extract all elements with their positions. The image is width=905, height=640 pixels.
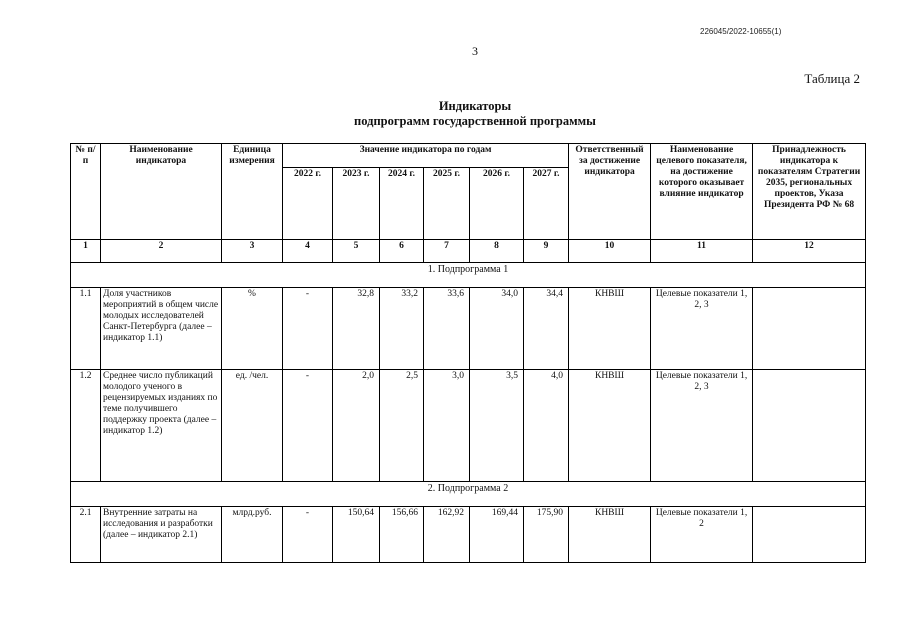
header-values-by-year: Значение индикатора по годам — [283, 144, 569, 168]
column-number: 5 — [333, 240, 380, 263]
row-target: Целевые показатели 1, 2, 3 — [651, 288, 753, 370]
document-id: 226045/2022-10655(1) — [700, 27, 782, 36]
table-title — [300, 99, 650, 129]
header-year: 2023 г. — [333, 168, 380, 240]
row-value-2026: 169,44 — [470, 507, 524, 563]
header-year: 2027 г. — [524, 168, 569, 240]
row-name: Внутренние затраты на исследования и разработки (далее – индикатор 2.1) — [101, 507, 222, 563]
row-value-2025: 33,6 — [424, 288, 470, 370]
row-belonging — [753, 288, 866, 370]
row-responsible: КНВШ — [569, 288, 651, 370]
row-unit: ед. /чел. — [222, 370, 283, 482]
indicators-table — [70, 143, 866, 563]
row-responsible: КНВШ — [569, 370, 651, 482]
row-target: Целевые показатели 1, 2, 3 — [651, 370, 753, 482]
row-value-2022: - — [283, 370, 333, 482]
column-number: 6 — [380, 240, 424, 263]
row-value-2027: 34,4 — [524, 288, 569, 370]
row-value-2025: 3,0 — [424, 370, 470, 482]
row-value-2022: - — [283, 507, 333, 563]
row-unit: % — [222, 288, 283, 370]
row-target: Целевые показатели 1, 2 — [651, 507, 753, 563]
row-value-2027: 175,90 — [524, 507, 569, 563]
header-year: 2024 г. — [380, 168, 424, 240]
row-value-2026: 34,0 — [470, 288, 524, 370]
row-num: 1.1 — [71, 288, 101, 370]
table-row — [71, 370, 866, 482]
row-value-2026: 3,5 — [470, 370, 524, 482]
column-number: 1 — [71, 240, 101, 263]
row-belonging — [753, 370, 866, 482]
column-number: 10 — [569, 240, 651, 263]
table-row — [71, 507, 866, 563]
header-num: № п/п — [71, 144, 101, 240]
title-line-2: подпрограмм государственной программы — [354, 114, 596, 128]
row-value-2027: 4,0 — [524, 370, 569, 482]
page-number: 3 — [472, 44, 478, 58]
header-unit: Единица измерения — [222, 144, 283, 240]
row-value-2025: 162,92 — [424, 507, 470, 563]
row-value-2024: 156,66 — [380, 507, 424, 563]
row-value-2023: 2,0 — [333, 370, 380, 482]
row-responsible: КНВШ — [569, 507, 651, 563]
row-num: 2.1 — [71, 507, 101, 563]
row-num: 1.2 — [71, 370, 101, 482]
row-value-2024: 33,2 — [380, 288, 424, 370]
column-number: 9 — [524, 240, 569, 263]
header-target: Наименование целевого показателя, на достижение которого оказывает влияние индикатор — [651, 144, 753, 240]
row-name: Доля участников мероприятий в общем числе молодых исследователей Санкт-Петербурга (далее – индикатор 1.1) — [101, 288, 222, 370]
row-value-2023: 32,8 — [333, 288, 380, 370]
header-name: Наименование индикатора — [101, 144, 222, 240]
header-year: 2026 г. — [470, 168, 524, 240]
section-title: 1. Подпрограмма 1 — [71, 263, 866, 288]
row-value-2023: 150,64 — [333, 507, 380, 563]
header-responsible: Ответственный за достижение индикатора — [569, 144, 651, 240]
header-year: 2022 г. — [283, 168, 333, 240]
row-name: Среднее число публикаций молодого ученого в рецензируемых изданиях по теме получившего поддержку проекта (далее – индикатор 1.2) — [101, 370, 222, 482]
column-number: 4 — [283, 240, 333, 263]
column-number: 8 — [470, 240, 524, 263]
column-number: 11 — [651, 240, 753, 263]
row-belonging — [753, 507, 866, 563]
table-label: Таблица 2 — [804, 71, 860, 86]
header-belonging: Принадлежность индикатора к показателям Стратегии 2035, региональных проектов, Указа Президента РФ № 68 — [753, 144, 866, 240]
row-value-2024: 2,5 — [380, 370, 424, 482]
header-year: 2025 г. — [424, 168, 470, 240]
section-title: 2. Подпрограмма 2 — [71, 482, 866, 507]
column-number: 3 — [222, 240, 283, 263]
column-number: 2 — [101, 240, 222, 263]
column-number: 12 — [753, 240, 866, 263]
row-value-2022: - — [283, 288, 333, 370]
table-row — [71, 288, 866, 370]
title-line-1: Индикаторы — [438, 99, 512, 113]
row-unit: млрд.руб. — [222, 507, 283, 563]
column-number: 7 — [424, 240, 470, 263]
